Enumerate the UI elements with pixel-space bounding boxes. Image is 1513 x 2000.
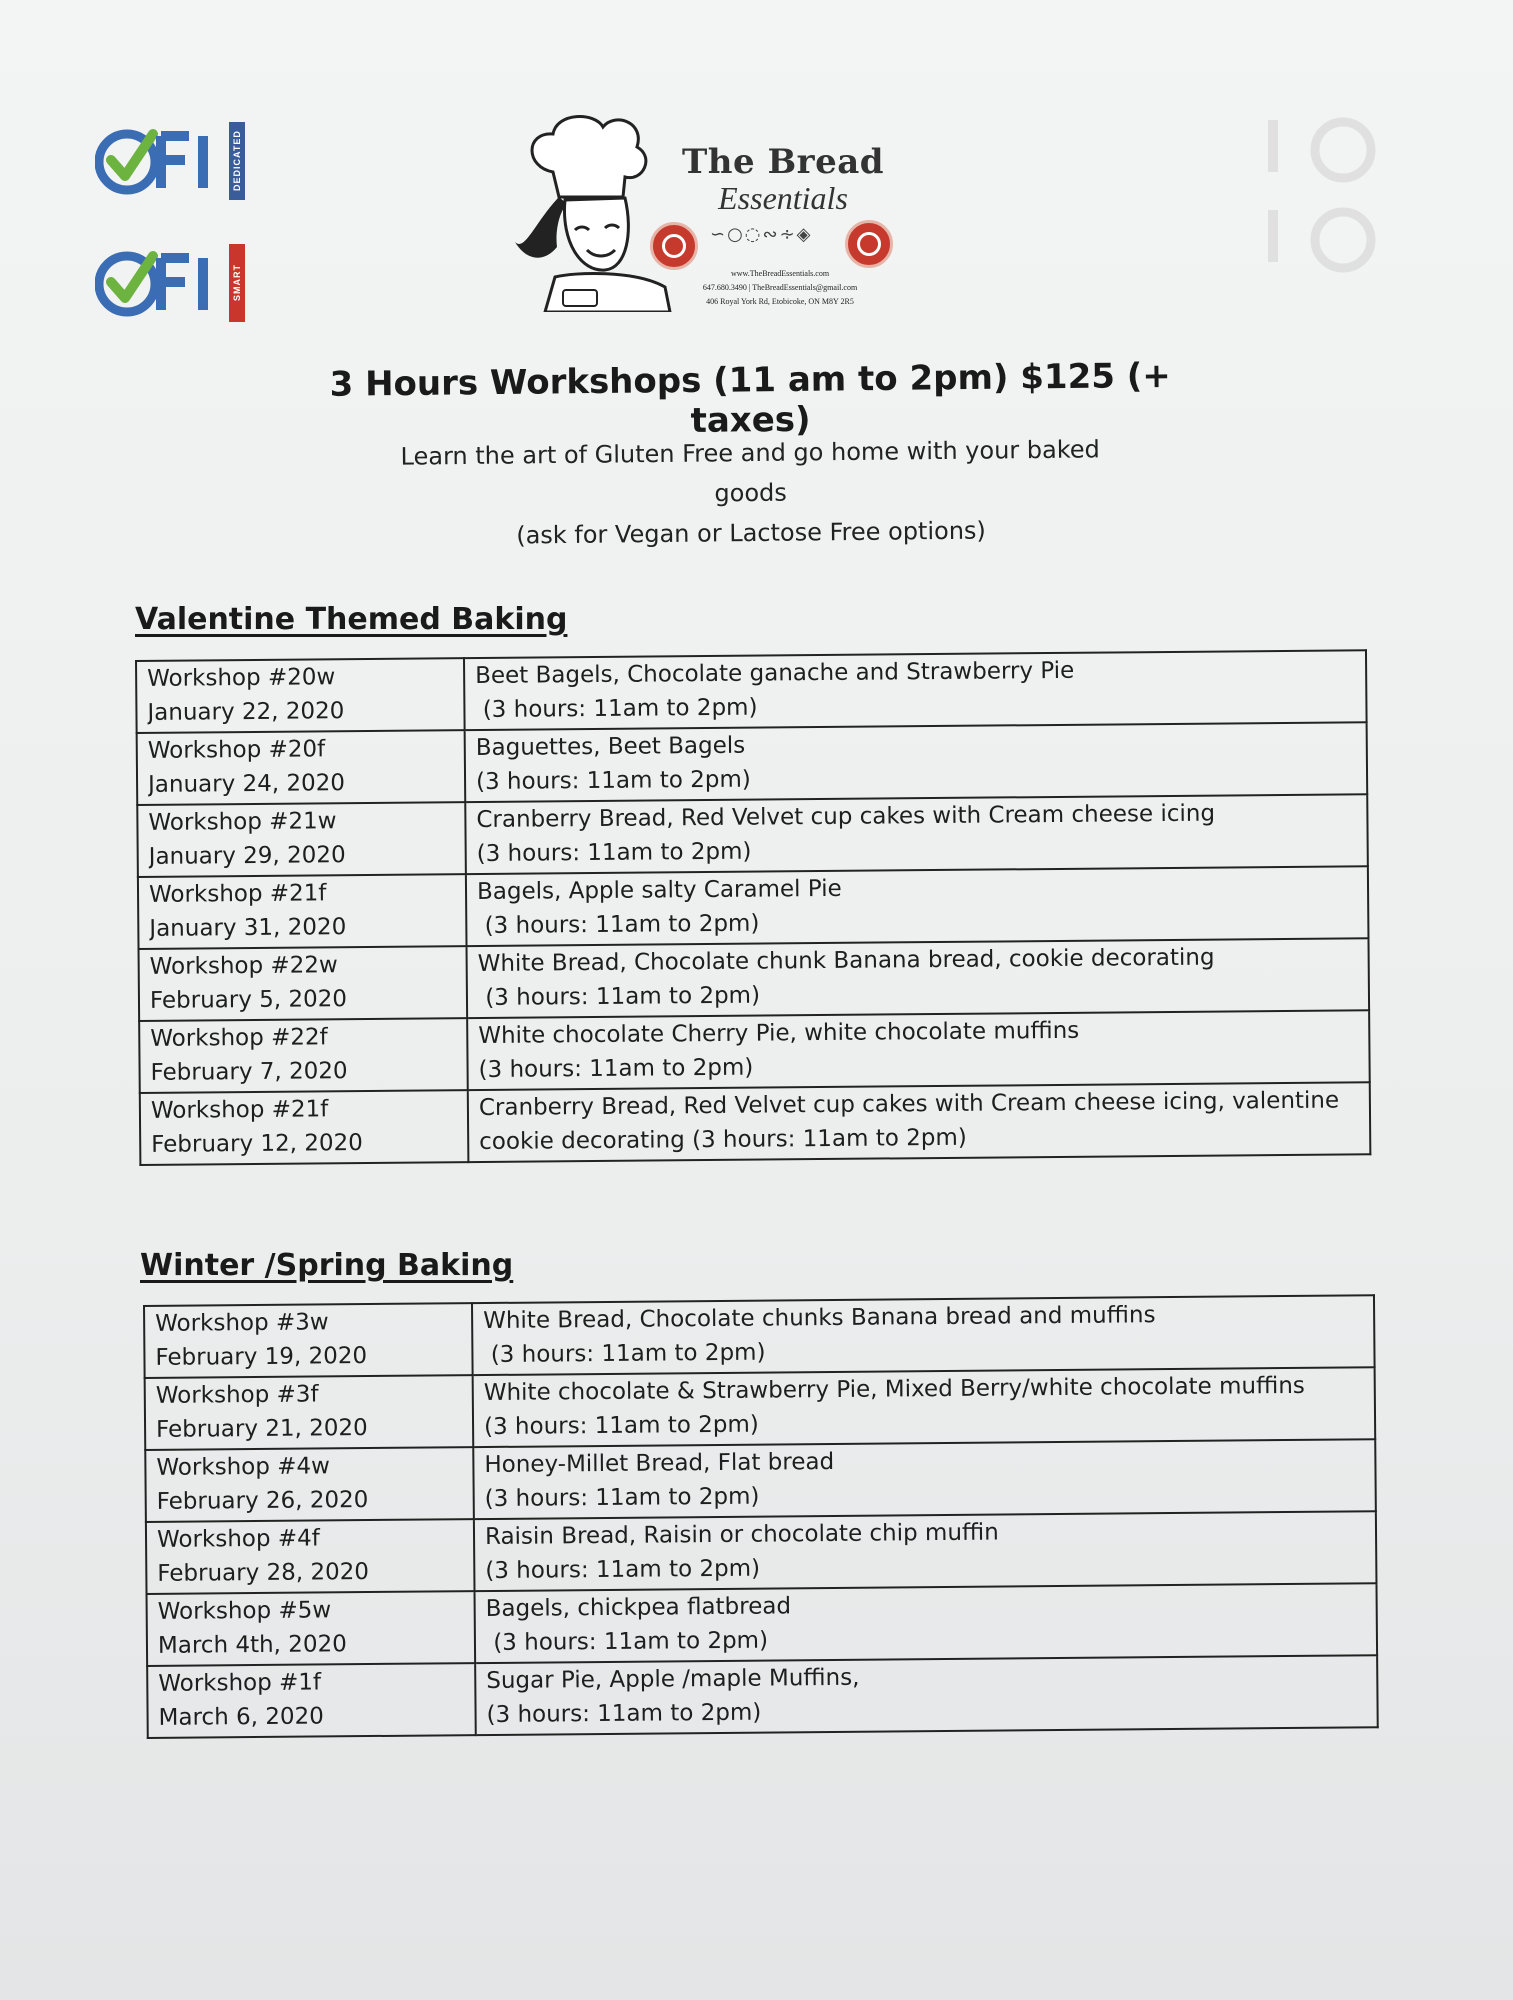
workshop-menu: Cranberry Bread, Red Velvet cup cakes with Cream cheese icing, valentine xyxy=(478,1087,1340,1122)
gfi-dedicated-badge xyxy=(95,122,245,200)
section-heading-valentine: Valentine Themed Baking xyxy=(135,602,568,637)
subtitle-line-2: (ask for Vegan or Lactose Free options) xyxy=(516,516,986,550)
brand-website: www.TheBreadEssentials.com xyxy=(730,269,830,278)
workshop-date: February 7, 2020 xyxy=(150,1058,348,1086)
workshop-date: January 22, 2020 xyxy=(147,698,345,726)
gfi-logo-icon xyxy=(95,126,225,196)
workshop-date: January 29, 2020 xyxy=(148,842,346,870)
workshop-number: Workshop #20w xyxy=(147,664,336,692)
workshop-menu: White Bread, Chocolate chunk Banana bread, cookie decorating xyxy=(477,944,1215,978)
description-cell xyxy=(464,650,1367,730)
workshop-time: (3 hours: 11am to 2pm) xyxy=(485,1627,769,1657)
workshop-menu: White Bread, Chocolate chunks Banana bread and muffins xyxy=(483,1302,1156,1335)
workshop-date: January 24, 2020 xyxy=(147,770,346,798)
workshop-menu: White chocolate & Strawberry Pie, Mixed Berry/white chocolate muffins xyxy=(483,1372,1305,1407)
workshop-time: (3 hours: 11am to 2pm) xyxy=(484,1483,760,1513)
ornament-flourish-icon: ∽○◌∾∻◈ xyxy=(710,224,813,245)
workshop-number: Workshop #20f xyxy=(147,736,326,764)
workshop-number: Workshop #22f xyxy=(150,1024,328,1052)
workshop-menu: Beet Bagels, Chocolate ganache and Strawberry Pie xyxy=(475,657,1075,690)
winter-spring-workshop-table xyxy=(143,1294,1379,1739)
gfi-smart-badge xyxy=(95,244,245,322)
gfi-tag-dedicated: DEDICATED xyxy=(229,122,245,200)
workshop-date: March 4th, 2020 xyxy=(157,1631,347,1659)
workshop-menu: Honey-Millet Bread, Flat bread xyxy=(484,1448,835,1479)
workshop-cell xyxy=(138,874,467,949)
gluten-free-seal-icon xyxy=(845,220,893,268)
workshop-menu: Sugar Pie, Apple /maple Muffins, xyxy=(486,1664,860,1695)
table-row xyxy=(144,1295,1375,1378)
brand-address: 406 Royal York Rd, Etobicoke, ON M8Y 2R5 xyxy=(706,297,854,306)
workshop-time: (3 hours: 11am to 2pm) xyxy=(475,694,758,724)
workshop-number: Workshop #21f xyxy=(150,1096,329,1124)
page-subtitle xyxy=(370,429,1131,557)
workshop-number: Workshop #1f xyxy=(158,1669,322,1697)
table-row xyxy=(139,938,1370,1021)
description-cell xyxy=(465,722,1368,802)
workshop-cell xyxy=(146,1519,475,1594)
table-row xyxy=(145,1439,1376,1522)
workshop-date: January 31, 2020 xyxy=(149,914,347,942)
description-cell xyxy=(468,1082,1371,1162)
workshop-menu: Baguettes, Beet Bagels xyxy=(475,732,746,762)
description-cell xyxy=(475,1655,1378,1735)
workshop-time: (3 hours: 11am to 2pm) xyxy=(477,910,760,940)
brand-phone-email: 647.680.3490 | TheBreadEssentials@gmail.com xyxy=(702,283,858,292)
workshop-date: February 12, 2020 xyxy=(151,1130,363,1158)
workshop-number: Workshop #4f xyxy=(156,1525,320,1553)
gluten-free-seal-icon xyxy=(650,222,698,270)
show-through-mark xyxy=(1253,110,1383,284)
workshop-cell xyxy=(136,658,465,733)
workshop-time: cookie decorating (3 hours: 11am to 2pm) xyxy=(479,1124,967,1156)
workshop-cell xyxy=(145,1375,474,1450)
table-row xyxy=(138,866,1369,949)
table-row xyxy=(147,1583,1378,1666)
table-row xyxy=(136,650,1367,733)
description-cell xyxy=(466,866,1369,946)
workshop-menu: Bagels, Apple salty Caramel Pie xyxy=(476,875,842,906)
workshop-time: (3 hours: 11am to 2pm) xyxy=(478,1054,754,1084)
workshop-time: (3 hours: 11am to 2pm) xyxy=(483,1339,766,1369)
description-cell xyxy=(473,1367,1376,1447)
workshop-number: Workshop #3f xyxy=(155,1381,319,1409)
subtitle-line-1: Learn the art of Gluten Free and go home with your baked goods xyxy=(400,435,1100,508)
workshop-number: Workshop #5w xyxy=(157,1597,332,1625)
valentine-workshop-table xyxy=(135,649,1371,1166)
workshop-date: February 21, 2020 xyxy=(155,1415,368,1443)
workshop-menu: Cranberry Bread, Red Velvet cup cakes with Cream cheese icing xyxy=(476,800,1216,834)
table-row xyxy=(137,722,1368,805)
workshop-cell xyxy=(145,1447,474,1522)
workshop-time: (3 hours: 11am to 2pm) xyxy=(486,1699,762,1729)
workshop-date: March 6, 2020 xyxy=(158,1703,324,1731)
workshop-cell xyxy=(137,730,466,805)
workshop-number: Workshop #21w xyxy=(148,808,337,836)
workshop-menu: Bagels, chickpea flatbread xyxy=(485,1593,792,1623)
workshop-menu: Raisin Bread, Raisin or chocolate chip muffin xyxy=(484,1519,999,1551)
bread-essentials-logo xyxy=(515,112,895,312)
workshop-number: Workshop #22w xyxy=(149,952,338,980)
workshop-number: Workshop #4w xyxy=(156,1453,331,1481)
brand-contact xyxy=(645,267,915,309)
workshop-cell xyxy=(144,1303,473,1378)
description-cell xyxy=(475,1583,1378,1663)
page-title: 3 Hours Workshops (11 am to 2pm) $125 (+ taxes) xyxy=(329,355,1171,441)
workshop-date: February 26, 2020 xyxy=(156,1487,369,1515)
workshop-time: (3 hours: 11am to 2pm) xyxy=(475,766,751,796)
workshop-cell xyxy=(147,1663,476,1738)
workshop-menu: White chocolate Cherry Pie, white chocolate muffins xyxy=(478,1017,1080,1050)
section-heading-winter-spring: Winter /Spring Baking xyxy=(140,1248,514,1283)
workshop-cell xyxy=(139,1018,468,1093)
table-row xyxy=(140,1082,1371,1165)
workshop-time: (3 hours: 11am to 2pm) xyxy=(477,982,761,1012)
table-row xyxy=(139,1010,1370,1093)
description-cell xyxy=(467,1010,1370,1090)
description-cell xyxy=(467,938,1370,1018)
description-cell xyxy=(473,1439,1376,1519)
gfi-logo-icon xyxy=(95,248,225,318)
workshop-cell xyxy=(137,802,466,877)
workshop-number: Workshop #3w xyxy=(155,1309,329,1337)
workshop-time: (3 hours: 11am to 2pm) xyxy=(485,1555,761,1585)
winter-spring-rows xyxy=(144,1295,1378,1738)
table-row xyxy=(146,1511,1377,1594)
workshop-cell xyxy=(140,1090,469,1165)
valentine-rows xyxy=(136,650,1370,1165)
workshop-date: February 19, 2020 xyxy=(155,1343,368,1371)
workshop-date: February 5, 2020 xyxy=(149,986,348,1014)
workshop-cell xyxy=(147,1591,476,1666)
description-cell xyxy=(472,1295,1375,1375)
workshop-number: Workshop #21f xyxy=(148,880,327,908)
workshop-time: (3 hours: 11am to 2pm) xyxy=(476,838,752,868)
brand-subtitle: Essentials xyxy=(718,180,848,216)
brand-title: The Bread xyxy=(681,142,885,182)
description-cell xyxy=(465,794,1368,874)
workshop-time: (3 hours: 11am to 2pm) xyxy=(483,1411,759,1441)
table-row xyxy=(147,1655,1378,1738)
description-cell xyxy=(474,1511,1377,1591)
table-row xyxy=(145,1367,1376,1450)
table-row xyxy=(137,794,1368,877)
workshop-cell xyxy=(139,946,468,1021)
gfi-tag-smart: SMART xyxy=(229,244,245,322)
workshop-date: February 28, 2020 xyxy=(157,1559,370,1587)
